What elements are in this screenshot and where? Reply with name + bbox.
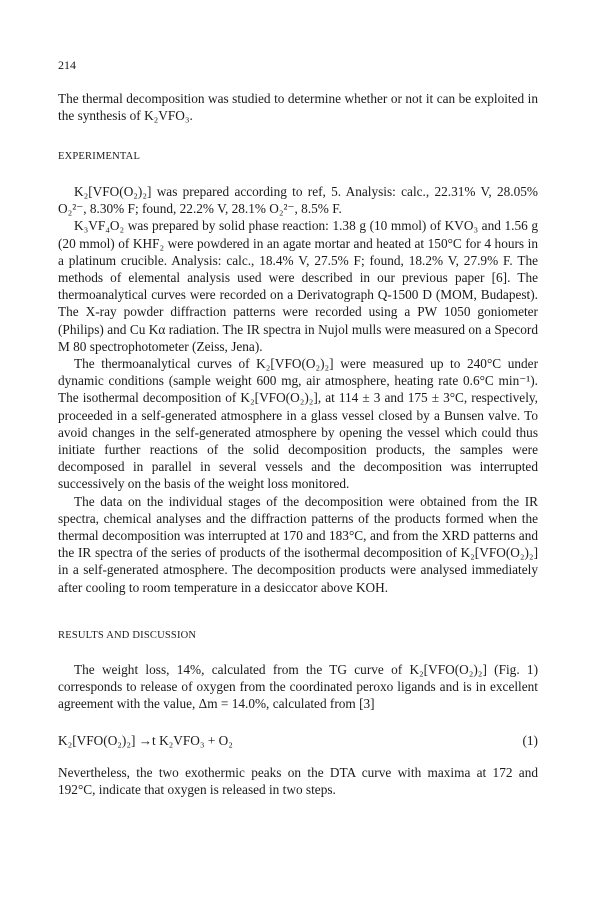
exp-paragraph-1: K₂[VFO(O₂)₂] was prepared according to ref, 5. Analysis: calc., 22.31% V, 28.05% O₂²⁻, 8.30% F; found, 22.2% V, 28.1% O₂²⁻, 8.5% F. — [58, 184, 538, 217]
equation-1 — [58, 733, 538, 749]
page-number: 214 — [58, 58, 76, 72]
res-paragraph-2: Nevertheless, the two exothermic peaks on the DTA curve with maxima at 172 and 192°C, indicate that oxygen is released in two steps. — [58, 765, 538, 798]
intro-formula: K₂VFO₃. — [144, 108, 193, 124]
exp-paragraph-4: The data on the individual stages of the decomposition were obtained from the IR spectra, chemical analyses and the diffraction patterns of the products formed when the thermal decomposition was interrupted at 170 and 183°C, and from the XRD patterns and the IR spectra of the series of products of the isothermal decomposition of K₂[VFO(O₂)₂] in a self-generated atmosphere. The decomposition products were analysed immediately after cooling to room temperature in a desiccator above KOH. — [58, 493, 538, 595]
equation-text: K₂[VFO(O₂)₂] →t K₂VFO₃ + O₂ — [58, 733, 233, 748]
results-paragraph-1 — [58, 661, 538, 713]
results-heading: RESULTS AND DISCUSSION — [58, 630, 197, 641]
exp-paragraph-3: The thermoanalytical curves of K₂[VFO(O₂)₂] were measured up to 240°C under dynamic conditions (sample weight 600 mg, air atmosphere, heating rate 0.6°C min⁻¹). The isothermal decomposition of K₂[VFO(O₂)₂], at 114 ± 3 and 175 ± 3°C, respectively, proceeded in a self-generated atmosphere in a glass vessel closed by a Bunsen valve. To avoid changes in the self-generated atmosphere by opening the vessel which could thus initiate further reactions of the solid decomposition products, the samples were decomposed in parallel in several vessels and the decomposition was interrupted successively on the basis of the weight loss monitored. — [58, 356, 538, 492]
experimental-heading: EXPERIMENTAL — [58, 151, 141, 162]
intro-paragraph — [58, 90, 538, 124]
results-paragraph-2 — [58, 764, 538, 798]
intro-text: The thermal decomposition was studied to determine whether or not it can be exploited in the synthesis of — [58, 91, 538, 124]
experimental-section — [58, 183, 538, 596]
exp-paragraph-2: K₃VF₄O₂ was prepared by solid phase reaction: 1.38 g (10 mmol) of KVO₃ and 1.56 g (20 mmol) of KHF₂ were powdered in an agate mortar and heated at 150°C for 4 hours in a platinum crucible. Analysis: calc., 18.4% V, 27.5% F; found, 18.2% V, 27.9% F. The methods of elemental analysis used were described in our previous paper [6]. The thermoanalytical curves were recorded on a Derivatograph Q-1500 D (MOM, Budapest). The X-ray powder diffraction patterns were recorded using a PW 1050 goniometer (Philips) and Cu Kα radiation. The IR spectra in Nujol mulls were measured on a Specord M 80 spectrophotometer (Zeiss, Jena). — [58, 218, 538, 354]
equation-number: (1) — [522, 733, 538, 748]
res-paragraph-1: The weight loss, 14%, calculated from the TG curve of K₂[VFO(O₂)₂] (Fig. 1) corresponds to release of oxygen from the coordinated peroxo ligands and is in excellent agreement with the value, Δm = 14.0%, calculated from [3] — [58, 662, 538, 712]
